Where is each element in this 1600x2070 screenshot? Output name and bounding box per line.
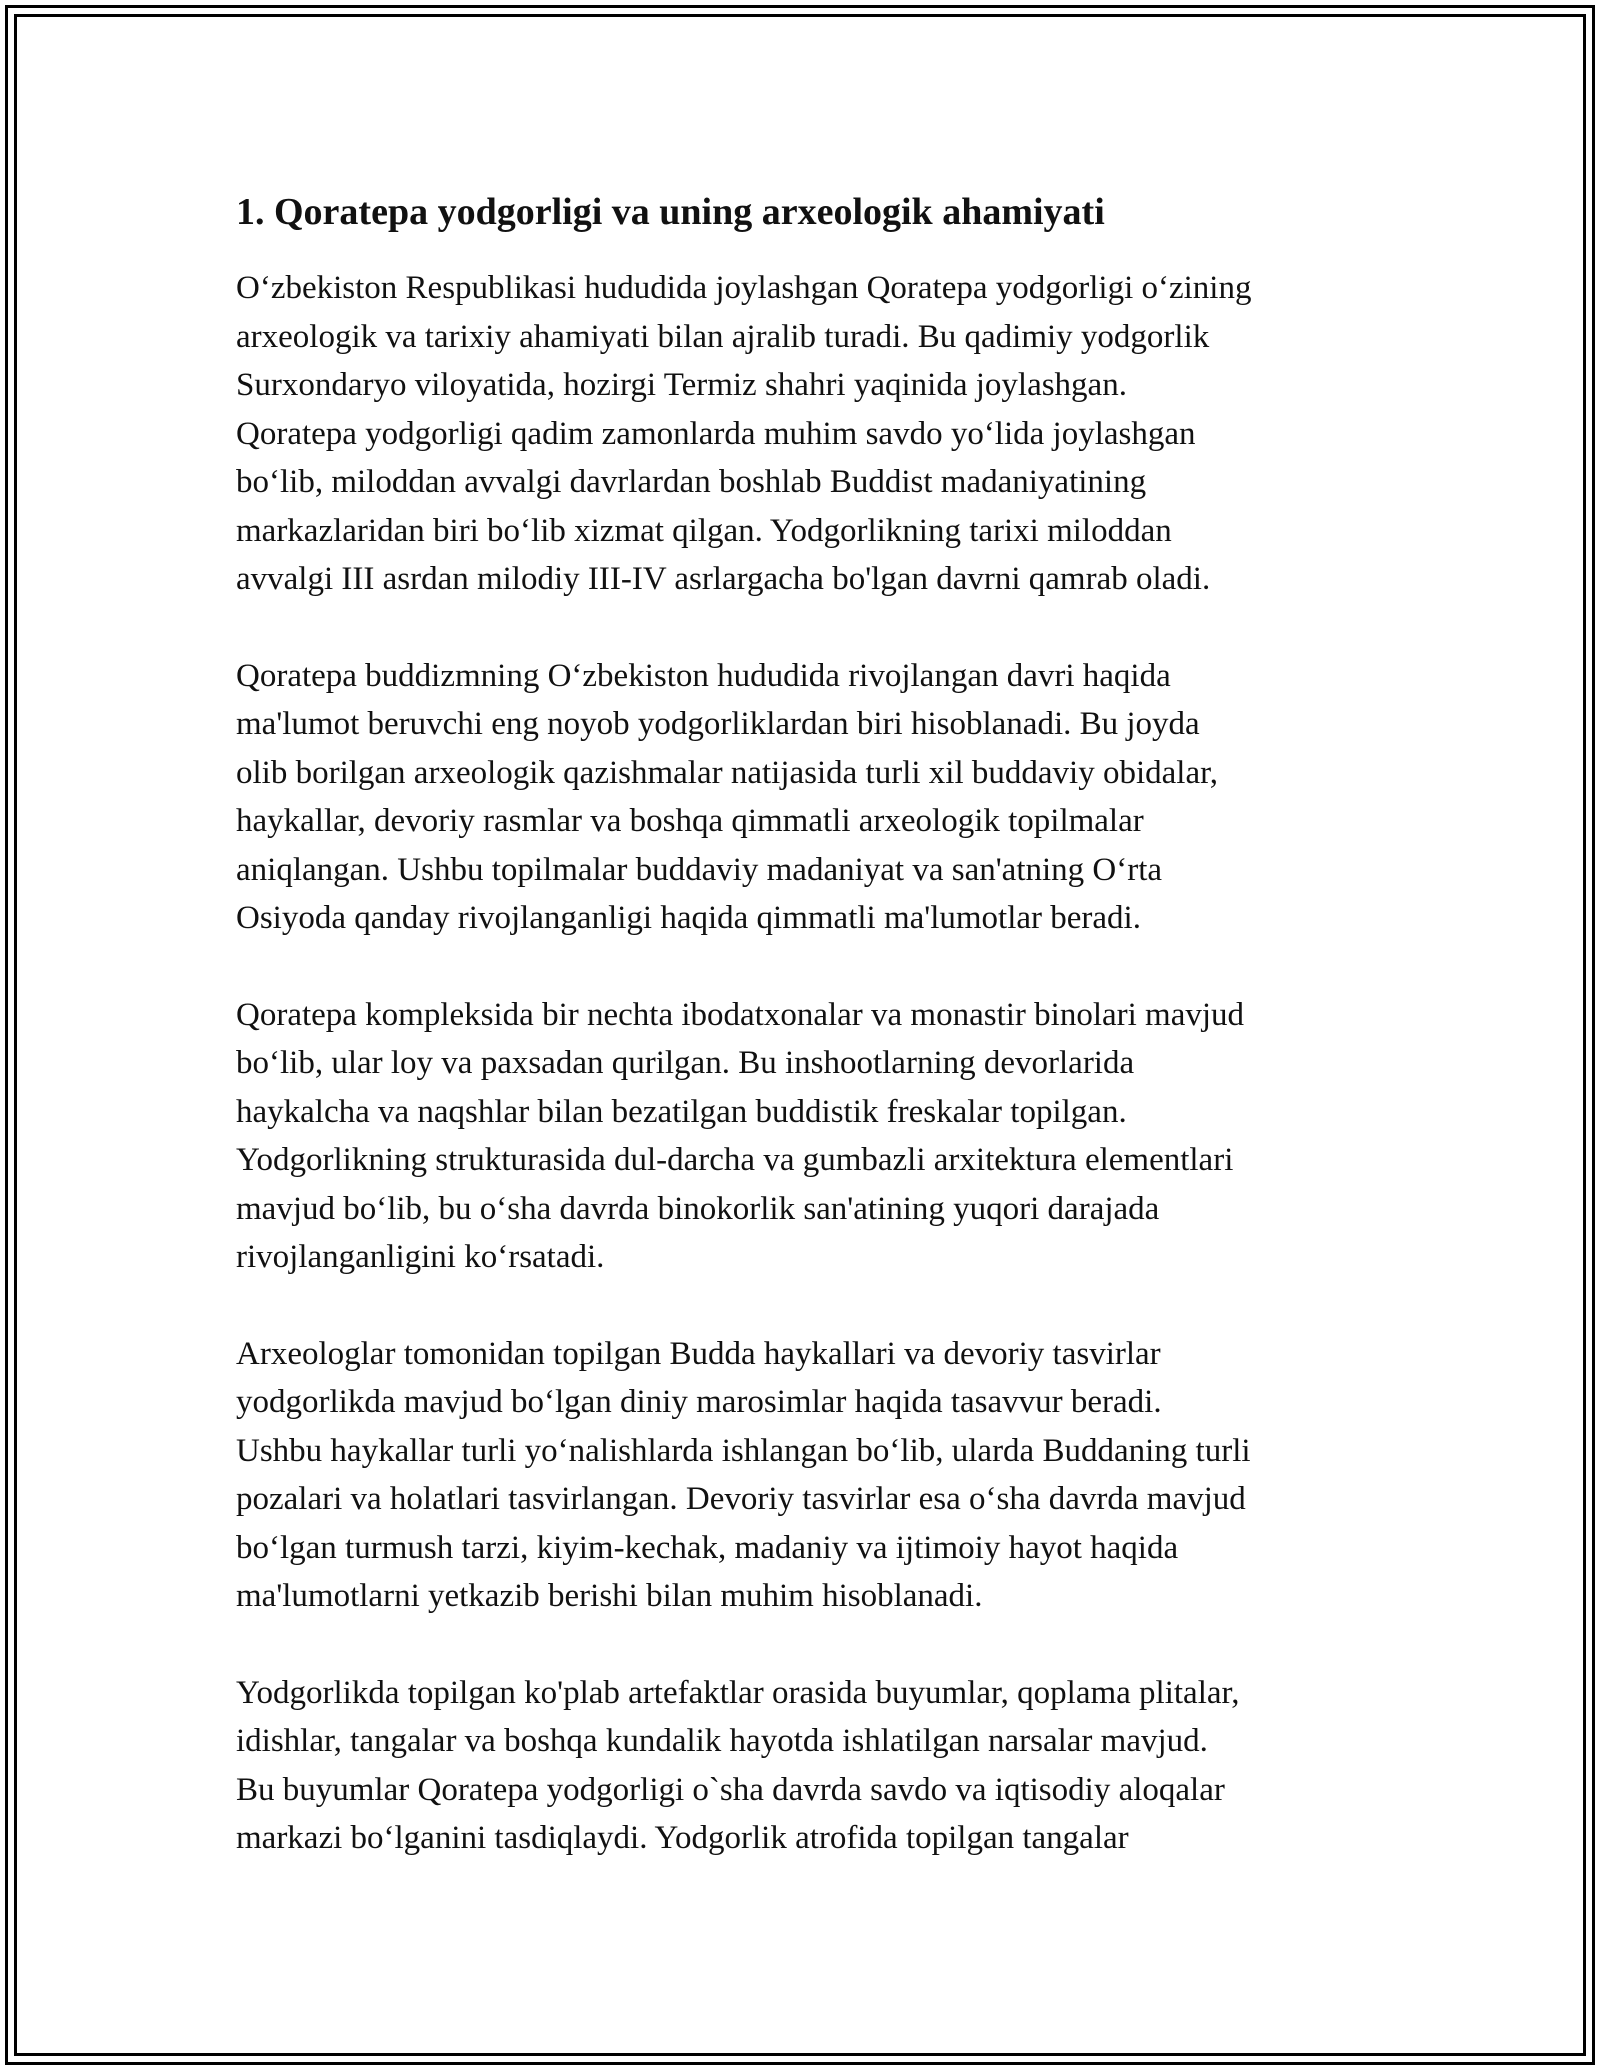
text-line: haykallar, devoriy rasmlar va boshqa qimmatli arxeologik topilmalar	[236, 803, 1144, 839]
text-line: olib borilgan arxeologik qazishmalar natijasida turli xil buddaviy obidalar,	[236, 754, 1219, 791]
text-line: arxeologik va tarixiy ahamiyati bilan ajralib turadi. Bu qadimiy yodgorlik	[236, 318, 1210, 355]
text-line: rivojlanganligini ko‘rsatadi.	[236, 1239, 605, 1275]
text-line: yodgorlikda mavjud bo‘lgan diniy marosimlar haqida tasavvur beradi.	[236, 1384, 1162, 1420]
paragraph-4	[236, 1330, 1376, 1621]
text-line: haykalcha va naqshlar bilan bezatilgan buddistik freskalar topilgan.	[236, 1093, 1127, 1130]
text-line: avvalgi III asrdan milodiy III-IV asrlargacha bo'lgan davrni qamrab oladi.	[236, 561, 1211, 597]
text-line: Qoratepa yodgorligi qadim zamonlarda muhim savdo yo‘lida joylashgan	[236, 415, 1196, 452]
text-line: Arxeologlar tomonidan topilgan Budda haykallari va devoriy tasvirlar	[236, 1335, 1161, 1372]
text-line: ma'lumotlarni yetkazib berishi bilan muhim hisoblanadi.	[236, 1578, 983, 1614]
text-line: Yodgorlikning strukturasida dul-darcha va gumbazli arxitektura elementlari	[236, 1142, 1234, 1178]
text-line: ma'lumot beruvchi eng noyob yodgorliklardan biri hisoblanadi. Bu joyda	[236, 706, 1200, 742]
text-line: O‘zbekiston Respublikasi hududida joylashgan Qoratepa yodgorligi o‘zining	[236, 270, 1252, 306]
text-line: Yodgorlikda topilgan ko'plab artefaktlar orasida buyumlar, qoplama plitalar,	[236, 1674, 1240, 1711]
text-line: Qoratepa kompleksida bir nechta ibodatxonalar va monastir binolari mavjud	[236, 996, 1245, 1033]
text-line: markazlaridan biri bo‘lib xizmat qilgan. Yodgorlikning tarixi miloddan	[236, 512, 1172, 549]
paragraph-5	[236, 1669, 1376, 1863]
document-body	[236, 186, 1376, 1911]
section-heading: 1. Qoratepa yodgorligi va uning arxeologik ahamiyati	[236, 191, 1105, 233]
paragraph-3	[236, 991, 1376, 1282]
text-line: bo‘lib, miloddan avvalgi davrlardan boshlab Buddist madaniyatining	[236, 464, 1147, 500]
text-line: Ushbu haykallar turli yo‘nalishlarda ishlangan bo‘lib, ularda Buddaning turli	[236, 1432, 1251, 1469]
text-line: Osiyoda qanday rivojlanganligi haqida qimmatli ma'lumotlar beradi.	[236, 900, 1141, 936]
text-line: Qoratepa buddizmning O‘zbekiston hududida rivojlangan davri haqida	[236, 657, 1171, 694]
text-line: Surxondaryo viloyatida, hozirgi Termiz shahri yaqinida joylashgan.	[236, 367, 1127, 403]
text-line: Bu buyumlar Qoratepa yodgorligi o`sha davrda savdo va iqtisodiy aloqalar	[236, 1771, 1225, 1808]
text-line: pozalari va holatlari tasvirlangan. Devoriy tasvirlar esa o‘sha davrda mavjud	[236, 1481, 1246, 1517]
paragraph-2	[236, 652, 1376, 943]
text-line: aniqlangan. Ushbu topilmalar buddaviy madaniyat va san'atning O‘rta	[236, 851, 1163, 888]
text-line: bo‘lgan turmush tarzi, kiyim-kechak, madaniy va ijtimoiy hayot haqida	[236, 1529, 1179, 1566]
text-line: mavjud bo‘lib, bu o‘sha davrda binokorlik san'atining yuqori darajada	[236, 1190, 1160, 1227]
text-line: markazi bo‘lganini tasdiqlaydi. Yodgorlik atrofida topilgan tangalar	[236, 1820, 1129, 1856]
paragraph-1	[236, 264, 1376, 604]
text-line: idishlar, tangalar va boshqa kundalik hayotda ishlatilgan narsalar mavjud.	[236, 1723, 1208, 1759]
text-line: bo‘lib, ular loy va paxsadan qurilgan. Bu inshootlarning devorlarida	[236, 1045, 1135, 1081]
